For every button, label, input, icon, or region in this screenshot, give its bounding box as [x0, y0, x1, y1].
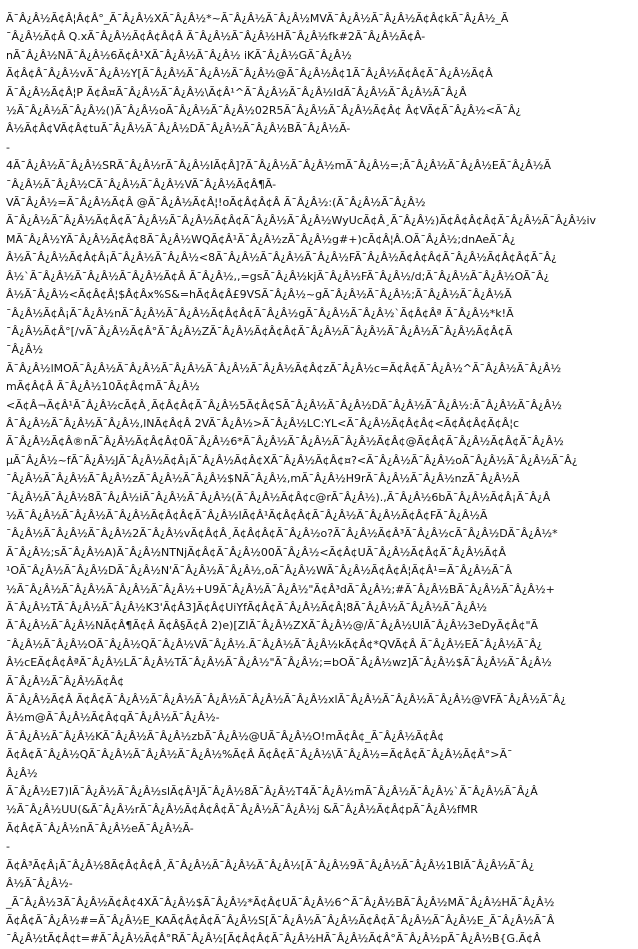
text-line: MÃ¯Â¿Â½YÃ¯Â¿Â½Ã¢Â¢8Ã¯Â¿Â½WQÃ¢Â¹Ã¯Â¿Â½zÃ¯Â¿Â½g#+)cÃ¢Â¦Â.OÃ¯Â¿Â½;dnAeÃ¯Â¿ — [6, 232, 516, 246]
text-line: VÃ¯Â¿Â½=Ã¯Â¿Â½Ã¢Â @Ã¯Â¿Â½Ã¢Â¦!oÃ¢Â¢Â¢Â Ã¯Â¿Â½:(Ã¯Â¿Â½Ã¯Â¿Â½ — [6, 196, 426, 210]
text-line: Ã¯Â¿Â½Ã¢Â®nÃ¯Â¿Â½Ã¢Â¢Â¢0Ã¯Â¿Â½6*Ã¯Â¿Â½Ã¯Â¿Â½Ã¯Â¿Â½Ã¢Â¢@Ã¢Â¢Ã¯Â¿Â½Ã¢Â¢Ã¯Â¿Â½ — [6, 435, 564, 449]
text-line: Ã¢Â¢Ã¯Â¿Â½QÃ¯Â¿Â½Ã¯Â¿Â½Ã¯Â¿Â½%Ã¢Â Ã¢Â¢Ã¯Â¿Â½\Ã¯Â¿Â½=Ã¢Â¢Ã¯Â¿Â½Ã¢Â°>Ã¯ — [6, 748, 513, 762]
text-line: ¯Â¿Â½Ã¯Â¿Â½Ã¯Â¿Â½2Ã¯Â¿Â½vÃ¢Â¢Â¸Ã¢Â¢Â¢Ã¯Â¿Â½o?Ã¯Â¿Â½Ã¢Â³Ã¯Â¿Â½cÃ¯Â¿Â½DÃ¯Â¿Â½* — [6, 527, 558, 541]
text-line: Ã¯Â¿Â½lMOÃ¯Â¿Â½Ã¯Â¿Â½Ã¯Â¿Â½Ã¯Â¿Â½Ã¯Â¿Â½Ã¢Â¢zÃ¯Â¿Â½c=Ã¢Â¢Ã¯Â¿Â½^Ã¯Â¿Â½Ã¯Â¿Â½ — [6, 361, 562, 375]
text-line: Ã¯Â¿Â½Ã¢Â¦Â¢Â°_Ã¯Â¿Â½XÃ¯Â¿Â½*~Ã¯Â¿Â½Ã¯Â¿Â½MVÃ¯Â¿Â½Ã¯Â¿Â½Ã¢Â¢kÃ¯Â¿Â½_Ã — [6, 12, 509, 25]
text-line: Ã¯Â¿Â½Ã¯Â¿Â½NÃ¢Â¶Ã¢Â Ã¢Â§Ã¢Â 2)e)[ZIÃ¯Â¿Â½ZXÃ¯Â¿Â½@/Ã¯Â¿Â½UlÃ¯Â¿Â½3eDyÃ¢Â¢"Ã — [6, 619, 539, 633]
text-line: ¯Â¿Â½Ã¯Â¿Â½8Ã¯Â¿Â½iÃ¯Â¿Â½Ã¯Â¿Â½(Ã¯Â¿Â½Ã¢Â¢c@rÃ¯Â¿Â½).,Ã¯Â¿Â½6bÃ¯Â¿Â½Ã¢Â¡Ã¯Â¿Â — [6, 490, 551, 504]
text-line: Ã¯Â¿Â½E7)IÃ¯Â¿Â½Ã¯Â¿Â½slÃ¢Â¹JÃ¯Â¿Â½8Ã¯Â¿Â½T4Ã¯Â¿Â½mÃ¯Â¿Â½Ã¯Â¿Â½`Ã¯Â¿Â½Ã¯Â¿Â — [6, 785, 538, 799]
text-line: Â½cEÃ¢Â¢ÂªÃ¯Â¿Â½LÃ¯Â¿Â½TÃ¯Â¿Â½Ã¯Â¿Â½"Ã¯Â¿Â½;=bOÃ¯Â¿Â½wz]Ã¯Â¿Â½$Ã¯Â¿Â½Ã¯Â¿Â½ — [6, 656, 552, 670]
text-line: Ã¢Â¢Ã¯Â¿Â½nÃ¯Â¿Â½eÃ¯Â¿Â½Ã- — [6, 821, 194, 835]
text-line: Â½m@Ã¯Â¿Â½Ã¢Â¢qÃ¯Â¿Â½Ã¯Â¿Â½- — [6, 711, 220, 725]
text-line: Â½Ã¯Â¿Â½<Ã¢Â¢Â¦$Â¢Âx%S&=hÃ¢Â¢Â£9VSÃ¯Â¿Â½~gÃ¯Â¿Â½Ã¯Â¿Â½;Ã¯Â¿Â½Ã¯Â¿Â½Ã — [6, 288, 512, 302]
text-line: ½Ã¯Â¿Â½Ã¯Â¿Â½Ã¯Â¿Â½Ã¢Â¢Â¢Ã¯Â¿Â½IÃ¢Â¹Ã¢Â¢Â¢Ã¯Â¿Â½Ã¯Â¿Â½Ã¢Â¢FÃ¯Â¿Â½Ã — [6, 508, 488, 522]
text-line: Ã¯Â¿Â½Ã¢Â¦P Ã¢Â¤Ã¯Â¿Â½Ã¯Â¿Â½\Ã¢Â¹^Ã¯Â¿Â½Ã¯Â¿Â½IdÃ¯Â¿Â½Ã¯Â¿Â½Ã¯Â¿Â — [6, 85, 467, 99]
text-line: Ã¯Â¿Â½Ã¯Â¿Â½Ã¢Â¢ — [6, 674, 125, 688]
text-line: Ã¢Â³Ã¢Â¡Ã¯Â¿Â½8Ã¢Â¢Â¢Â¸Ã¯Â¿Â½Ã¯Â¿Â½Ã¯Â¿Â½[Ã¯Â¿Â½9Ã¯Â¿Â½Ã¯Â¿Â½1BlÃ¯Â¿Â½Ã¯Â¿ — [6, 858, 535, 872]
text-line: ½Ã¯Â¿Â½Ã¯Â¿Â½Ã¯Â¿Â½Ã¯Â¿Â½+U9Ã¯Â¿Â½Ã¯Â¿Â½"Ã¢Â³dÃ¯Â¿Â½;#Ã¯Â¿Â½BÃ¯Â¿Â½Ã¯Â¿Â½+ — [6, 582, 555, 596]
text-line: Ã¯Â¿Â½Ã¯Â¿Â½KÃ¯Â¿Â½Ã¯Â¿Â½zbÃ¯Â¿Â½@UÃ¯Â¿Â½O!mÃ¢Â¢_Ã¯Â¿Â½Ã¢Â¢ — [6, 729, 445, 743]
text-line: nÃ¯Â¿Â½NÃ¯Â¿Â½6Ã¢Â¹XÃ¯Â¿Â½Ã¯Â¿Â½ iKÃ¯Â¿Â½GÃ¯Â¿Â½ — [6, 48, 352, 62]
text-line: ¯Â¿Â½Ã¢Â Q.xÃ¯Â¿Â½Ã¢Â¢Â¢Â Ã¯Â¿Â½Ã¯Â¿Â½HÃ¯Â¿Â½fk#2Ã¯Â¿Â½Ã¢Â- — [6, 30, 426, 44]
text-line: ½Ã¯Â¿Â½UU(&Ã¯Â¿Â½rÃ¯Â¿Â½Ã¢Â¢Â¢Ã¯Â¿Â½Ã¯Â¿Â½j &Ã¯Â¿Â½Ã¢Â¢pÃ¯Â¿Â½fMR — [6, 803, 478, 817]
text-line: mÃ¢Â¢Â Ã¯Â¿Â½10Ã¢Â¢mÃ¯Â¿Â½ — [6, 380, 200, 394]
text-line: ¯Â¿Â½tÃ¢Â¢t=#Ã¯Â¿Â½Ã¢Â°RÃ¯Â¿Â½[Ã¢Â¢Â¢Ã¯Â¿Â½HÃ¯Â¿Â½Ã¢Â°Ã¯Â¿Â½pÃ¯Â¿Â½B{G.Ã¢Â — [6, 932, 541, 946]
text-line: ¯Â¿Â½ — [6, 343, 44, 357]
text-line: ¯Â¿Â½Ã¢Â°[/vÃ¯Â¿Â½Ã¢Â°Ã¯Â¿Â½ZÃ¯Â¿Â½Ã¢Â¢Â¢Ã¯Â¿Â½Ã¯Â¿Â½Ã¯Â¿Â½Ã¯Â¿Â½Ã¢Â¢Ã — [6, 324, 513, 338]
text-line: ¹OÃ¯Â¿Â½Ã¯Â¿Â½DÃ¯Â¿Â½N'Ã¯Â¿Â½Ã¯Â¿Â½,oÃ¯Â¿Â½WÃ¯Â¿Â½Ã¢Â¢Â¦Ã¢Â¹=Ã¯Â¿Â½Ã¯Â — [6, 564, 513, 578]
text-line: Ã¯Â¿Â½Ã¢Â Ã¢Â¢Ã¯Â¿Â½Ã¯Â¿Â½Ã¯Â¿Â½Ã¯Â¿Â½Ã¯Â¿Â½xlÃ¯Â¿Â½Ã¯Â¿Â½Ã¯Â¿Â½@VFÃ¯Â¿Â½Ã¯Â¿ — [6, 693, 567, 707]
text-line: Â¯Â¿Â½Ã¯Â¿Â½Ã¯Â¿Â½,lNÃ¢Â¢Â 2VÃ¯Â¿Â½>Ã¯Â¿Â½LC:YL<Ã¯Â¿Â½Ã¢Â¢Â¢<Ã¢Â¢Â¢Ã¢Â¦c — [6, 416, 520, 430]
text-line: 4Ã¯Â¿Â½Ã¯Â¿Â½SRÃ¯Â¿Â½rÃ¯Â¿Â½IÃ¢Â]?Ã¯Â¿Â½Ã¯Â¿Â½mÃ¯Â¿Â½=;Ã¯Â¿Â½Ã¯Â¿Â½EÃ¯Â¿Â½Ã — [6, 159, 551, 173]
text-line: Ã¯Â¿Â½;sÃ¯Â¿Â½A)Ã¯Â¿Â½NTNjÃ¢Â¢Ã¯Â¿Â½00Ã¯Â¿Â½<Ã¢Â¢UÃ¯Â¿Â½Ã¢Â¢Ã¯Â¿Â½Ã¢Â — [6, 545, 506, 559]
garbled-text-block — [6, 10, 632, 949]
text-line: Ã¯Â¿Â½Ã¯Â¿Â½Ã¢Â¢Ã¯Â¿Â½Ã¯Â¿Â½Ã¢Â¢Ã¯Â¿Â½Ã¯Â¿Â½WyUcÃ¢Â¸Ã¯Â¿Â½)Ã¢Â¢Â¢Â¢Ã¯Â¿Â½Ã¯Â¿Â½iv — [6, 214, 597, 228]
text-line: Â½`Ã¯Â¿Â½Ã¯Â¿Â½Ã¯Â¿Â½Ã¢Â Ã¯Â¿Â½,,=gsÃ¯Â¿Â½kjÃ¯Â¿Â½FÃ¯Â¿Â½/d;Ã¯Â¿Â½Ã¯Â¿Â½OÃ¯Â¿ — [6, 269, 550, 283]
text-line: _Ã¯Â¿Â½3Ã¯Â¿Â½Ã¢Â¢4XÃ¯Â¿Â½$Ã¯Â¿Â½*Ã¢Â¢UÃ¯Â¿Â½6^Ã¯Â¿Â½BÃ¯Â¿Â½MÃ¯Â¿Â½HÃ¯Â¿Â½ — [6, 895, 555, 909]
text-line: <Ã¢Â¬Ã¢Â¹Ã¯Â¿Â½cÃ¢Â¸Ã¢Â¢Â¢Ã¯Â¿Â½5Ã¢Â¢SÃ¯Â¿Â½Ã¯Â¿Â½DÃ¯Â¿Â½Ã¯Â¿Â½:Ã¯Â¿Â½Ã¯Â¿Â½ — [6, 398, 562, 412]
text-line: ½Ã¯Â¿Â½Ã¯Â¿Â½()Ã¯Â¿Â½oÃ¯Â¿Â½Ã¯Â¿Â½02R5Ã¯Â¿Â½Ã¯Â¿Â½Ã¢Â¢ Â¢VÃ¢Ã¯Â¿Â½<Ã¯Â¿ — [6, 104, 522, 118]
text-line: µÃ¯Â¿Â½~fÃ¯Â¿Â½JÃ¯Â¿Â½Ã¢Â¡Ã¯Â¿Â½Ã¢Â¢XÃ¯Â¿Â½Ã¢Â¢¤?<Ã¯Â¿Â½Ã¯Â¿Â½oÃ¯Â¿Â½Ã¯Â¿Â½Ã¯Â¿ — [6, 453, 578, 467]
text-line: - — [6, 840, 10, 854]
text-line: ¯Â¿Â½Ã¯Â¿Â½OÃ¯Â¿Â½QÃ¯Â¿Â½VÃ¯Â¿Â½.Ã¯Â¿Â½Ã¯Â¿Â½kÃ¢Â¢*QVÃ¢Â Ã¯Â¿Â½EÃ¯Â¿Â½Ã¯Â¿ — [6, 637, 543, 651]
text-line: ¯Â¿Â½Ã¯Â¿Â½CÃ¯Â¿Â½Ã¯Â¿Â½VÃ¯Â¿Â½Ã¢Â¶Ã- — [6, 177, 277, 191]
text-line: Â¿Â½ — [6, 766, 38, 780]
text-line: ¯Â¿Â½Ã¢Â¡Ã¯Â¿Â½nÃ¯Â¿Â½Ã¯Â¿Â½Ã¢Â¢Â¢Ã¯Â¿Â½gÃ¯Â¿Â½Ã¯Â¿Â½`Ã¢Â¢Âª Ã¯Â¿Â½*k!Ã — [6, 306, 514, 320]
text-line: Ã¢Â¢Â¯Â¿Â½vÃ¯Â¿Â½Y[Ã¯Â¿Â½Ã¯Â¿Â½Ã¯Â¿Â½@Ã¯Â¿Â½Â¢1Ã¯Â¿Â½Ã¢Â¢Ã¯Â¿Â½Ã¢Â — [6, 67, 493, 81]
text-line: Ã¯Â¿Â½TÃ¯Â¿Â½Ã¯Â¿Â½K3'Ã¢Â3]Ã¢Â¢UiYfÃ¢Â¢Ã¯Â¿Â½Ã¢Â¦8Ã¯Â¿Â½Ã¯Â¿Â½Ã¯Â¿Â½ — [6, 601, 488, 614]
text-line: Â½Ã¯Â¿Â½- — [6, 877, 73, 891]
text-line: Â½Ã¢Â¢VÃ¢Â¢tuÃ¯Â¿Â½Ã¯Â¿Â½DÃ¯Â¿Â½Ã¯Â¿Â½BÃ¯Â¿Â½Ã- — [6, 122, 351, 136]
text-line: Â½Ã¯Â¿Â½Ã¢Â¢Â¡Ã¯Â¿Â½Ã¯Â¿Â½<8Ã¯Â¿Â½Ã¯Â¿Â½Ã¯Â¿Â½FÃ¯Â¿Â½Ã¢Â¢Â¢Ã¯Â¿Â½Ã¢Â¢Â¢Ã¯Â¿ — [6, 251, 557, 265]
text-line: - — [6, 140, 10, 154]
text-line: Ã¢Â¢Ã¯Â¿Â½#=Ã¯Â¿Â½E_KAÃ¢Â¢Â¢Ã¯Â¿Â½S[Ã¯Â¿Â½Ã¯Â¿Â½Ã¢Â¢Ã¯Â¿Â½Ã¯Â¿Â½E_Ã¯Â¿Â½Ã¯Â — [6, 913, 555, 927]
text-line: ¯Â¿Â½Ã¯Â¿Â½Ã¯Â¿Â½zÃ¯Â¿Â½Ã¯Â¿Â½$NÃ¯Â¿Â½,mÃ¯Â¿Â½H9rÃ¯Â¿Â½Ã¯Â¿Â½nzÃ¯Â¿Â½Ã — [6, 472, 520, 486]
